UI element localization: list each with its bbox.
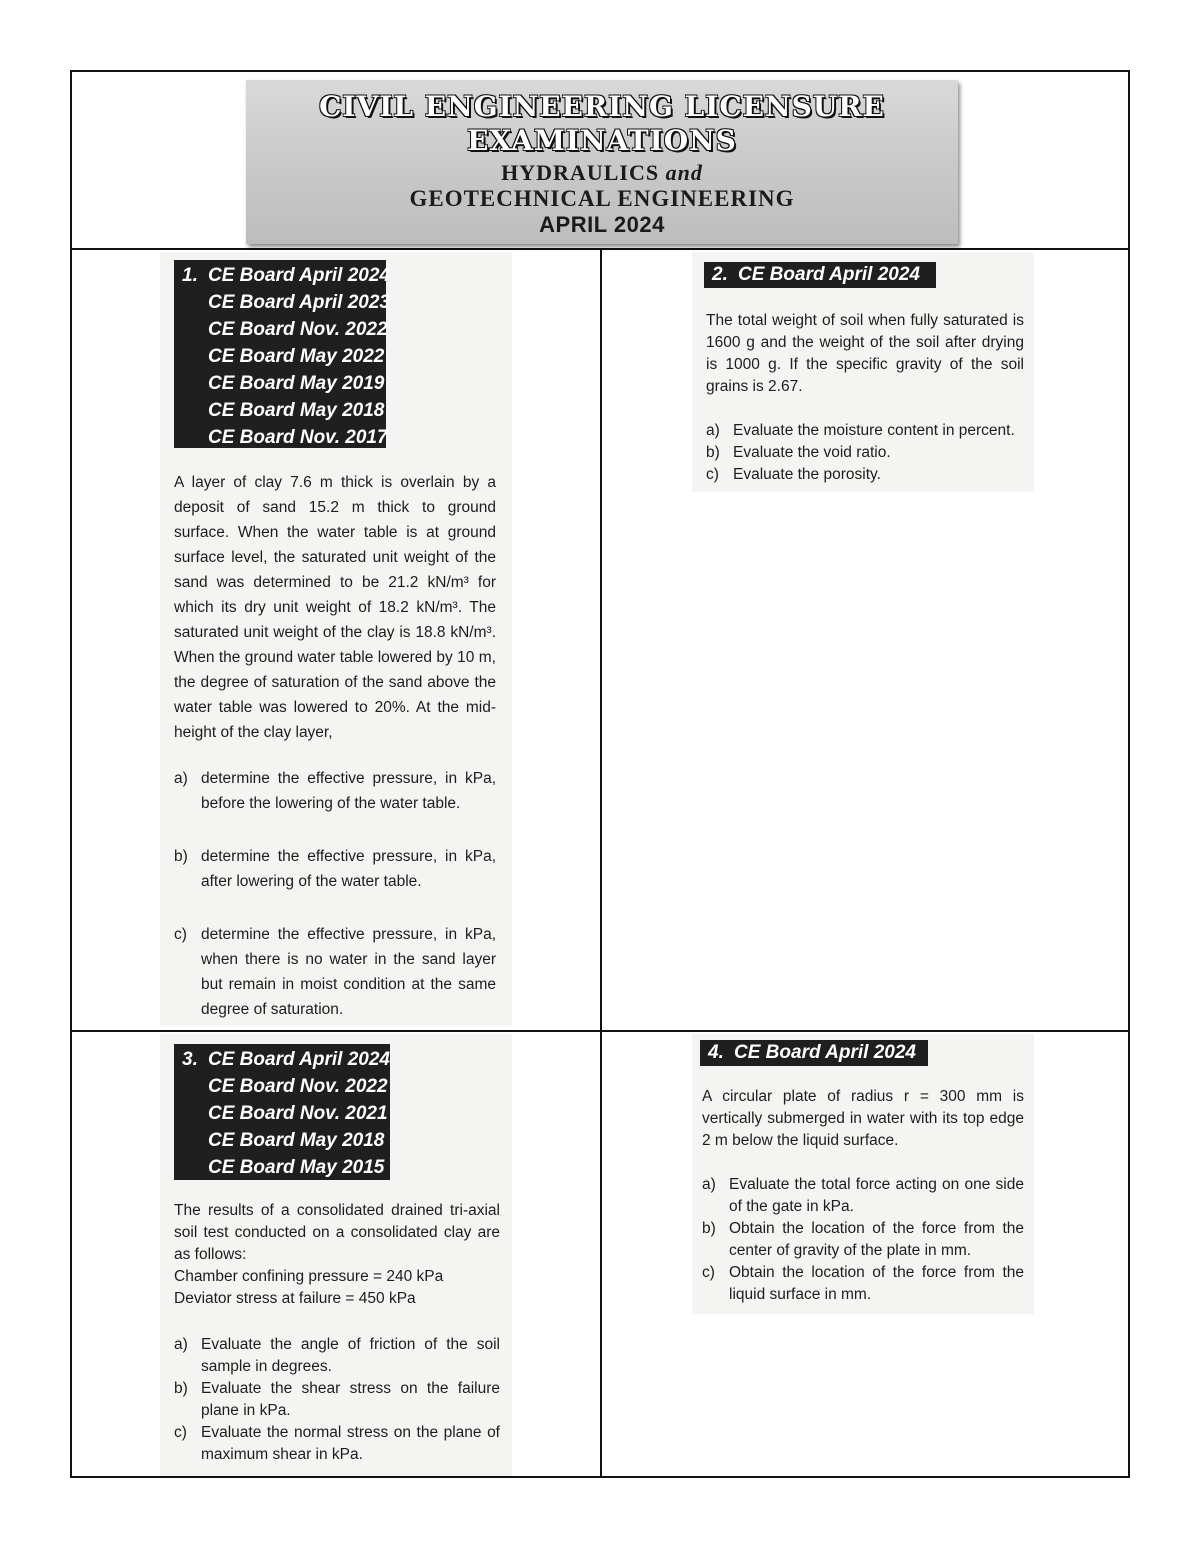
problem-1-boards: [174, 260, 390, 448]
board-tag: 4. CE Board April 2024: [708, 1042, 916, 1063]
problem-3-boards: [174, 1044, 390, 1180]
banner-subject-b: GEOTECHNICAL ENGINEERING: [409, 186, 795, 211]
list-item: b) Evaluate the shear stress on the failure plane in kPa.: [174, 1380, 500, 1419]
problem-2: [692, 252, 1034, 492]
banner-subject-a: HYDRAULICS and: [501, 160, 703, 185]
problem-4-statement: A circular plate of radius r = 300 mm is vertically submerged in water with its top edge 2 m below the liquid surface.: [702, 1088, 1024, 1149]
problem-1-statement: A layer of clay 7.6 m thick is overlain by a deposit of sand 15.2 m thick to ground surface. When the water table is at ground surface level, the saturated unit weight of the sand was determined to be 21.2 kN/m³ for which its dry unit weight of 18.2 kN/m³. The saturated unit weight of the clay is 18.8 kN/m³. When the ground water table lowered by 10 m, the degree of saturation of the sand above the water table was lowered to 20%. At the mid-height of the clay layer,: [174, 474, 496, 741]
problem-1-items: [174, 766, 496, 1022]
list-item: a) determine the effective pressure, in kPa, before the lowering of the water table.: [174, 770, 496, 812]
problem-3-given-1: Chamber confining pressure = 240 kPa: [174, 1268, 444, 1285]
list-item: b) Obtain the location of the force from the center of gravity of the plate in mm.: [702, 1220, 1024, 1259]
problem-4: [692, 1034, 1034, 1314]
list-item: a) Evaluate the moisture content in percent.: [706, 422, 1015, 439]
board-tag: 3. CE Board April 2024: [182, 1049, 390, 1070]
list-item: c) Evaluate the porosity.: [706, 466, 881, 483]
board-tag: CE Board Nov. 2021: [208, 1103, 388, 1124]
board-tag: CE Board Nov. 2017: [208, 427, 388, 448]
board-tag: 2. CE Board April 2024: [712, 264, 920, 285]
problem-1: [160, 252, 512, 1026]
board-tag: CE Board Nov. 2022: [208, 1076, 388, 1097]
list-item: a) Evaluate the total force acting on one side of the gate in kPa.: [702, 1176, 1024, 1215]
board-tag: CE Board Nov. 2022: [208, 319, 388, 340]
banner-date: APRIL 2024: [539, 212, 665, 237]
problem-4-boards: [700, 1040, 928, 1066]
exam-banner: [246, 80, 958, 244]
column-divider: [600, 248, 602, 1478]
exam-sheet: [70, 70, 1130, 1478]
board-tag: CE Board May 2022: [208, 346, 385, 367]
board-tag: CE Board April 2023: [208, 292, 390, 313]
board-tag: 1. CE Board April 2024: [182, 265, 390, 286]
list-item: b) Evaluate the void ratio.: [706, 444, 891, 461]
banner-title-line1: CIVIL ENGINEERING LICENSURE: [319, 90, 885, 123]
list-item: c) Obtain the location of the force from the liquid surface in mm.: [702, 1264, 1024, 1303]
problem-3-given-2: Deviator stress at failure = 450 kPa: [174, 1290, 416, 1307]
problem-2-statement: The total weight of soil when fully saturated is 1600 g and the weight of the soil after drying is 1000 g. If the specific gravity of the soil grains is 2.67.: [706, 312, 1024, 395]
board-tag: CE Board May 2019: [208, 373, 385, 394]
board-tag: CE Board May 2015: [208, 1157, 385, 1178]
board-tag: CE Board May 2018: [208, 400, 385, 421]
problem-4-items: [702, 1174, 1024, 1306]
problem-3-items: [174, 1334, 500, 1466]
board-tag: CE Board May 2018: [208, 1130, 385, 1151]
problem-3-statement: The results of a consolidated drained tri-axial soil test conducted on a consolidated clay are as follows:: [174, 1202, 500, 1263]
problem-3: [160, 1034, 512, 1476]
problem-2-items: [706, 420, 1024, 486]
list-item: b) determine the effective pressure, in kPa, after lowering of the water table.: [174, 848, 496, 890]
banner-title-line2: EXAMINATIONS: [467, 124, 737, 157]
list-item: c) Evaluate the normal stress on the plane of maximum shear in kPa.: [174, 1424, 500, 1463]
problem-2-boards: [704, 262, 936, 288]
list-item: a) Evaluate the angle of friction of the soil sample in degrees.: [174, 1336, 500, 1375]
list-item: c) determine the effective pressure, in kPa, when there is no water in the sand layer but remain in moist condition at the same degree of saturation.: [174, 926, 496, 1018]
